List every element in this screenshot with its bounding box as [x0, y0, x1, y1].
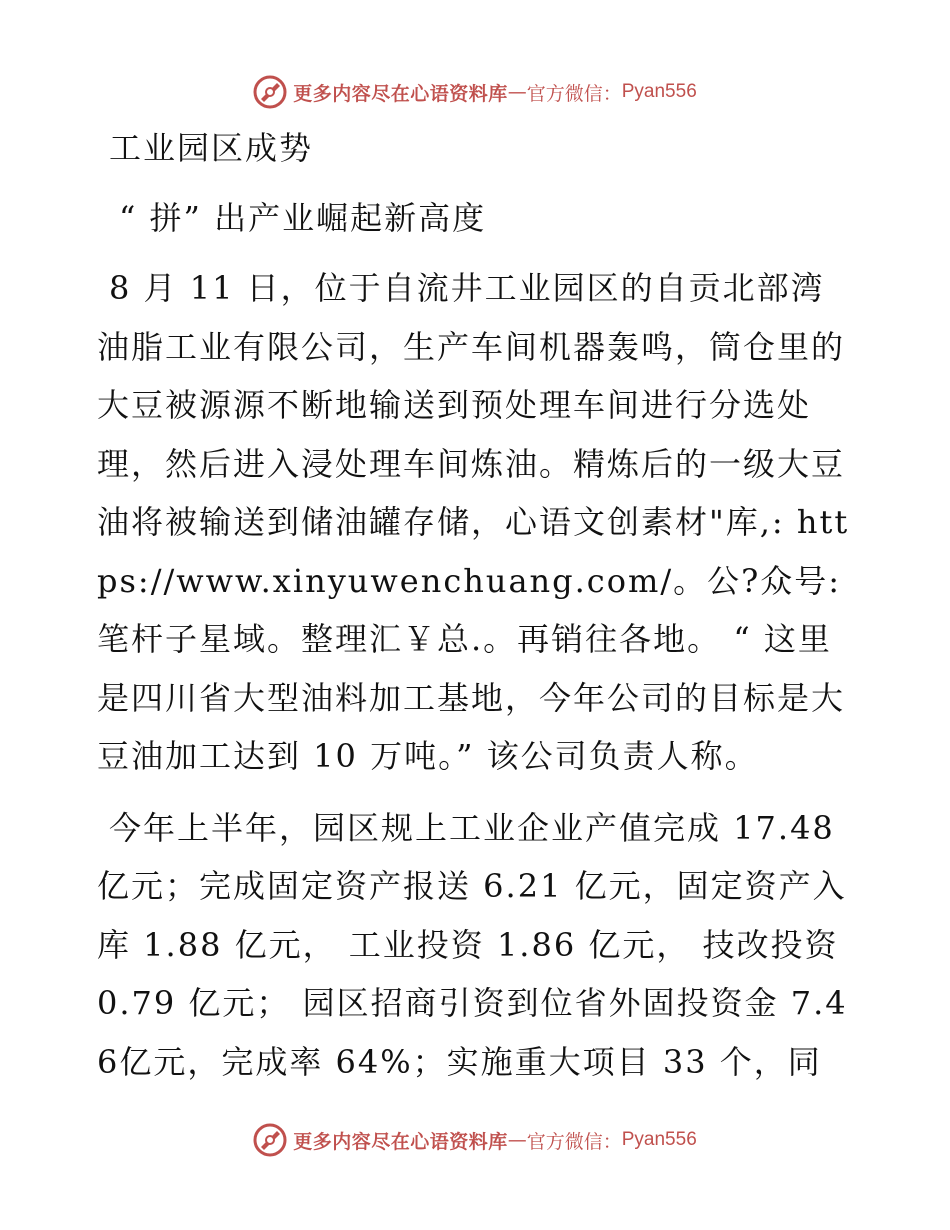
- header-promo-text: 更多内容尽在心语资料库: [293, 82, 508, 105]
- article-paragraph: 8 月 11 日，位于自流井工业园区的自贡北部湾油脂工业有限公司，生产车间机器轰鸣，筒仓里的大豆被源源不断地输送到预处理车间进行分选处理，然后进入浸处理车间炼油。精炼后的一级大豆油将被输送到储油罐存储，心语文创素材"库,: https://www.xinyuwenchuang.com/。公?众号: 笔杆子星域。整理汇￥总.。再销往各地。 “ 这里是四川省大型油料加工基地，今年公司的目标是大豆油加工达到 10 万吨。” 该公司负责人称。: [97, 269, 850, 775]
- footer-wechat-label: 官方微信：: [526, 1130, 622, 1153]
- article-title: 工业园区成势: [109, 129, 314, 167]
- header-banner: [0, 72, 950, 112]
- brand-logo-icon: [253, 75, 287, 109]
- header-wechat-account: Pyan556: [621, 81, 697, 102]
- header-wechat-label: 官方微信：: [526, 82, 622, 105]
- brand-logo-icon: [253, 1123, 287, 1157]
- article-body: [97, 124, 857, 1091]
- footer-dash: —: [507, 1129, 527, 1151]
- footer-promo-text: 更多内容尽在心语资料库: [293, 1130, 508, 1153]
- article-subtitle: “ 拼” 出产业崛起新高度: [119, 199, 487, 237]
- footer-banner: [0, 1120, 950, 1160]
- footer-wechat-account: Pyan556: [621, 1129, 697, 1150]
- header-dash: —: [507, 81, 527, 103]
- article-paragraph: 今年上半年，园区规上工业企业产值完成 17.48 亿元；完成固定资产报送 6.21 亿元，固定资产入库 1.88 亿元， 工业投资 1.86 亿元， 技改投资 0.79 亿元； 园区招商引资到位省外固投资金 7.46亿元，完成率 64%；实施重大项目 33 个，同: [97, 808, 848, 1081]
